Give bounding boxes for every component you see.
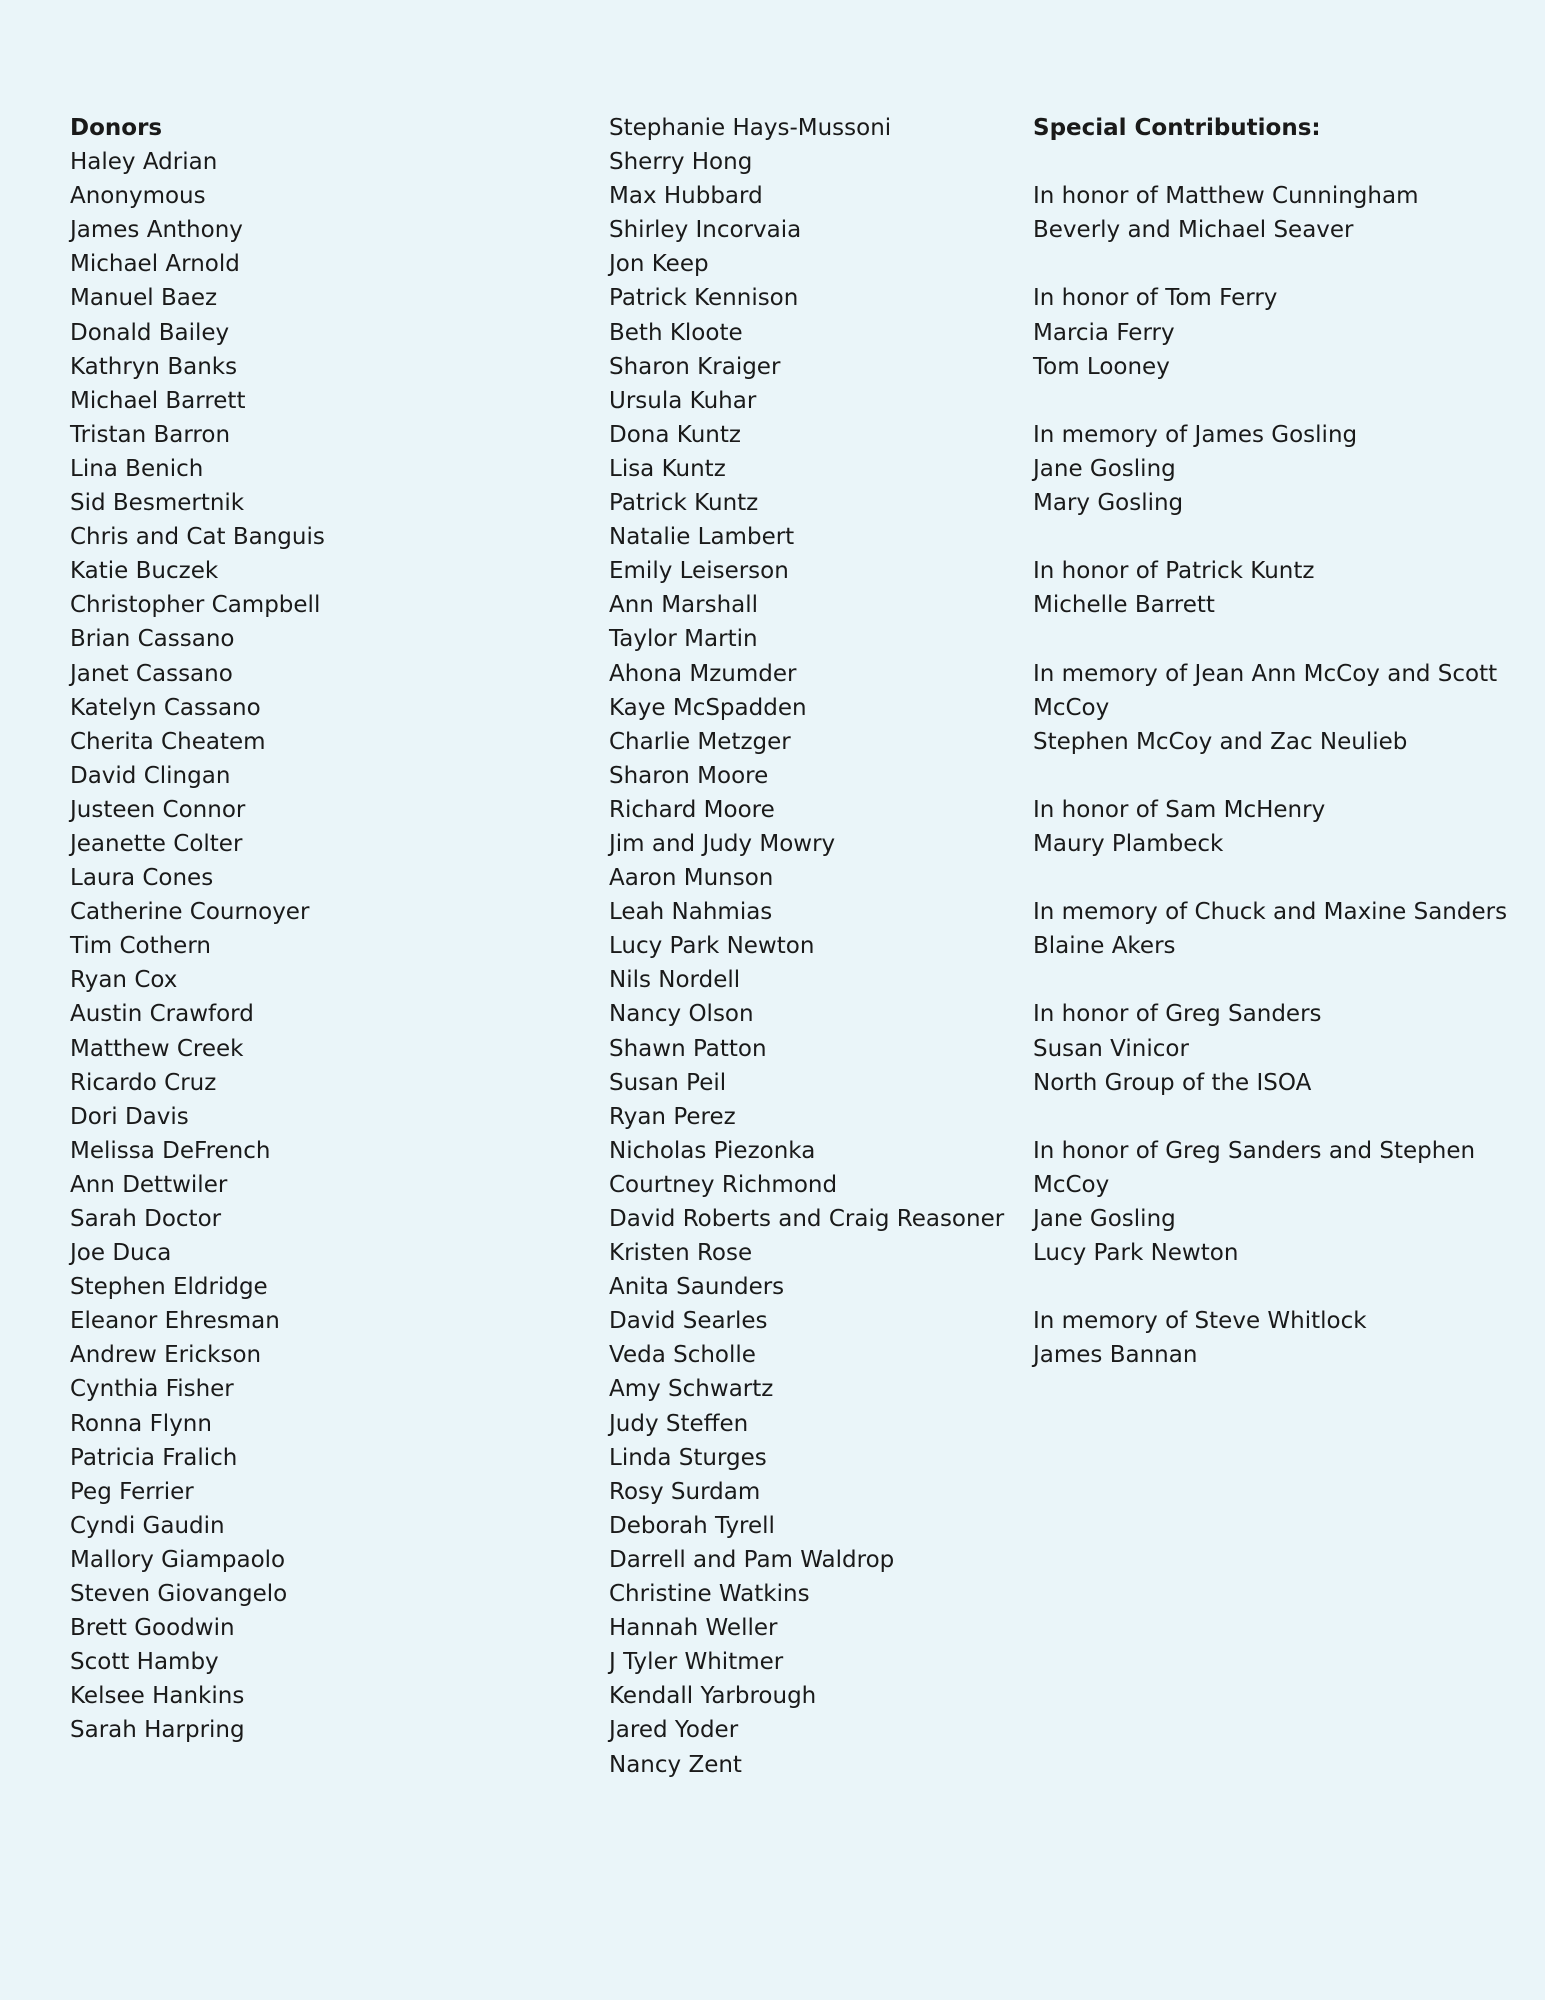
donor-name: Ryan Perez — [609, 1103, 736, 1130]
dedication-line: In honor of Patrick Kuntz — [1033, 558, 1315, 585]
contributor-name: Michelle Barrett — [1033, 592, 1215, 619]
donor-name: Brian Cassano — [70, 626, 235, 653]
contributor-name: Maury Plambeck — [1033, 830, 1224, 857]
donor-name: Scott Hamby — [70, 1649, 219, 1676]
donor-name: Anita Saunders — [609, 1274, 785, 1301]
donor-name: Ryan Cox — [70, 967, 178, 994]
donor-name: Sherry Hong — [609, 149, 753, 176]
donor-name: Veda Scholle — [609, 1342, 756, 1369]
donor-name: Taylor Martin — [609, 626, 758, 653]
donor-name: Donald Bailey — [70, 319, 230, 346]
dedication-line: In honor of Greg Sanders — [1033, 1001, 1322, 1028]
dedication-line: In honor of Tom Ferry — [1033, 285, 1278, 312]
contribution-group — [1033, 657, 1523, 759]
donor-name: Michael Arnold — [70, 251, 240, 278]
donor-name: Rosy Surdam — [609, 1478, 761, 1505]
contributor-name: Jane Gosling — [1033, 455, 1176, 482]
donor-name: Lucy Park Newton — [609, 933, 815, 960]
donor-name: Lisa Kuntz — [609, 455, 726, 482]
donor-name: Haley Adrian — [70, 149, 218, 176]
donor-name: David Clingan — [70, 762, 231, 789]
donor-name: Kaye McSpadden — [609, 694, 807, 721]
donor-name: Jon Keep — [609, 251, 709, 278]
donor-name: Shirley Incorvaia — [609, 217, 802, 244]
donor-name: Ricardo Cruz — [70, 1069, 217, 1096]
donor-name: Tristan Barron — [70, 421, 231, 448]
contribution-group — [1033, 418, 1523, 520]
contributor-name: Beverly and Michael Seaver — [1033, 217, 1354, 244]
contributor-name: Marcia Ferry — [1033, 319, 1175, 346]
donor-name: Katie Buczek — [70, 558, 219, 585]
contribution-group — [1033, 793, 1523, 861]
donor-name: Cherita Cheatem — [70, 728, 266, 755]
contribution-group — [1033, 1304, 1523, 1372]
donor-name: Sarah Harpring — [70, 1717, 245, 1744]
donor-name: Jeanette Colter — [70, 830, 243, 857]
donor-name: Michael Barrett — [70, 387, 246, 414]
donor-name: Justeen Connor — [70, 796, 246, 823]
contributor-name: North Group of the ISOA — [1033, 1069, 1312, 1096]
donor-name: Kristen Rose — [609, 1240, 753, 1267]
donor-name: J Tyler Whitmer — [609, 1649, 784, 1676]
dedication-line: In honor of Greg Sanders and Stephen McCoy — [1033, 1137, 1476, 1198]
donor-name: Joe Duca — [70, 1240, 172, 1267]
dedication-line: In memory of James Gosling — [1033, 421, 1358, 448]
donor-name: Richard Moore — [609, 796, 775, 823]
contributor-name: Stephen McCoy and Zac Neulieb — [1033, 728, 1408, 755]
donor-name: Jim and Judy Mowry — [609, 830, 836, 857]
donor-name: Shawn Patton — [609, 1035, 767, 1062]
donor-name: Darrell and Pam Waldrop — [609, 1546, 895, 1573]
donor-name: James Anthony — [70, 217, 243, 244]
spacer — [1033, 145, 1523, 179]
donor-name: Hannah Weller — [609, 1615, 778, 1642]
donors-column — [70, 111, 590, 1748]
dedication-line: In memory of Steve Whitlock — [1033, 1308, 1367, 1335]
donor-name: Stephanie Hays-Mussoni — [609, 115, 892, 141]
contributor-name: Mary Gosling — [1033, 490, 1184, 517]
donor-name: Sid Besmertnik — [70, 490, 245, 517]
donor-name: Natalie Lambert — [609, 524, 795, 551]
contribution-group — [1033, 281, 1523, 383]
donor-name: Cynthia Fisher — [70, 1376, 234, 1403]
donor-name: Leah Nahmias — [609, 899, 773, 926]
donor-name: Catherine Cournoyer — [70, 899, 310, 926]
donor-name: Laura Cones — [70, 865, 214, 892]
special-contributions-heading: Special Contributions: — [1033, 115, 1321, 141]
contributor-name: Tom Looney — [1033, 353, 1170, 380]
donors-column-2 — [609, 111, 1029, 1782]
donor-name: Patrick Kennison — [609, 285, 799, 312]
donor-name: Kathryn Banks — [70, 353, 238, 380]
donor-name: Tim Cothern — [70, 933, 211, 960]
donor-name: Ann Dettwiler — [70, 1171, 228, 1198]
donor-name: Andrew Erickson — [70, 1342, 262, 1369]
donor-name: Anonymous — [70, 183, 206, 210]
contribution-group — [1033, 895, 1523, 963]
donor-name: Christopher Campbell — [70, 592, 321, 619]
donor-name: Sharon Kraiger — [609, 353, 781, 380]
donor-name: Kendall Yarbrough — [609, 1683, 817, 1710]
special-contributions-column — [1033, 111, 1523, 1407]
donor-name: Judy Steffen — [609, 1410, 749, 1437]
donor-name: Chris and Cat Banguis — [70, 524, 325, 551]
donor-name: Aaron Munson — [609, 865, 774, 892]
donor-name: Kelsee Hankins — [70, 1683, 245, 1710]
donor-name: Nancy Olson — [609, 1001, 754, 1028]
donor-name: Mallory Giampaolo — [70, 1546, 286, 1573]
donor-name: Christine Watkins — [609, 1581, 810, 1608]
donor-name: David Searles — [609, 1308, 768, 1335]
special-contributions-groups — [1033, 179, 1523, 1372]
contributor-name: Lucy Park Newton — [1033, 1240, 1239, 1267]
donor-name: Janet Cassano — [70, 660, 233, 687]
donor-name: Ursula Kuhar — [609, 387, 757, 414]
donor-name: Linda Sturges — [609, 1444, 767, 1471]
donor-name: Patrick Kuntz — [609, 490, 759, 517]
donor-name: Cyndi Gaudin — [70, 1512, 225, 1539]
contribution-group — [1033, 997, 1523, 1099]
contributor-name: Jane Gosling — [1033, 1206, 1176, 1232]
donor-name: Max Hubbard — [609, 183, 763, 210]
donor-name: Brett Goodwin — [70, 1615, 235, 1642]
dedication-line: In honor of Sam McHenry — [1033, 796, 1326, 823]
donor-name: Katelyn Cassano — [70, 694, 261, 721]
contributor-name: Susan Vinicor — [1033, 1035, 1189, 1062]
donor-name: Austin Crawford — [70, 1001, 254, 1028]
donors-heading: Donors — [70, 115, 163, 141]
dedication-line: In honor of Matthew Cunningham — [1033, 183, 1419, 210]
donor-name: Patricia Fralich — [70, 1444, 238, 1471]
donor-name: Deborah Tyrell — [609, 1512, 775, 1539]
donor-name: Emily Leiserson — [609, 558, 789, 585]
contributor-name: Blaine Akers — [1033, 933, 1176, 960]
donor-name: Eleanor Ehresman — [70, 1308, 280, 1335]
donor-name: David Roberts and Craig Reasoner — [609, 1206, 1005, 1232]
donor-name: Ronna Flynn — [70, 1410, 212, 1437]
donor-name: Peg Ferrier — [70, 1478, 194, 1505]
donor-name: Nils Nordell — [609, 967, 741, 994]
donor-name: Nancy Zent — [609, 1751, 742, 1778]
dedication-line: In memory of Jean Ann McCoy and Scott McCoy — [1033, 660, 1498, 721]
donor-name: Jared Yoder — [609, 1717, 739, 1744]
contribution-group — [1033, 179, 1523, 247]
donor-name: Matthew Creek — [70, 1035, 244, 1062]
donor-name: Sarah Doctor — [70, 1206, 222, 1232]
donor-name: Charlie Metzger — [609, 728, 791, 755]
contribution-group — [1033, 1134, 1523, 1270]
donor-name: Dona Kuntz — [609, 421, 741, 448]
donor-name: Nicholas Piezonka — [609, 1137, 816, 1164]
donor-name: Lina Benich — [70, 455, 204, 482]
donor-name: Ann Marshall — [609, 592, 759, 619]
donor-name: Courtney Richmond — [609, 1171, 838, 1198]
donor-name: Beth Kloote — [609, 319, 743, 346]
donor-name: Melissa DeFrench — [70, 1137, 271, 1164]
donor-name: Ahona Mzumder — [609, 660, 797, 687]
donor-name: Stephen Eldridge — [70, 1274, 268, 1301]
donor-name: Manuel Baez — [70, 285, 218, 312]
donor-name: Sharon Moore — [609, 762, 769, 789]
donor-name: Steven Giovangelo — [70, 1581, 288, 1608]
contributor-name: James Bannan — [1033, 1342, 1198, 1369]
contribution-group — [1033, 554, 1523, 622]
donor-name: Susan Peil — [609, 1069, 727, 1096]
dedication-line: In memory of Chuck and Maxine Sanders — [1033, 899, 1508, 926]
donor-name: Amy Schwartz — [609, 1376, 774, 1403]
donor-name: Dori Davis — [70, 1103, 189, 1130]
